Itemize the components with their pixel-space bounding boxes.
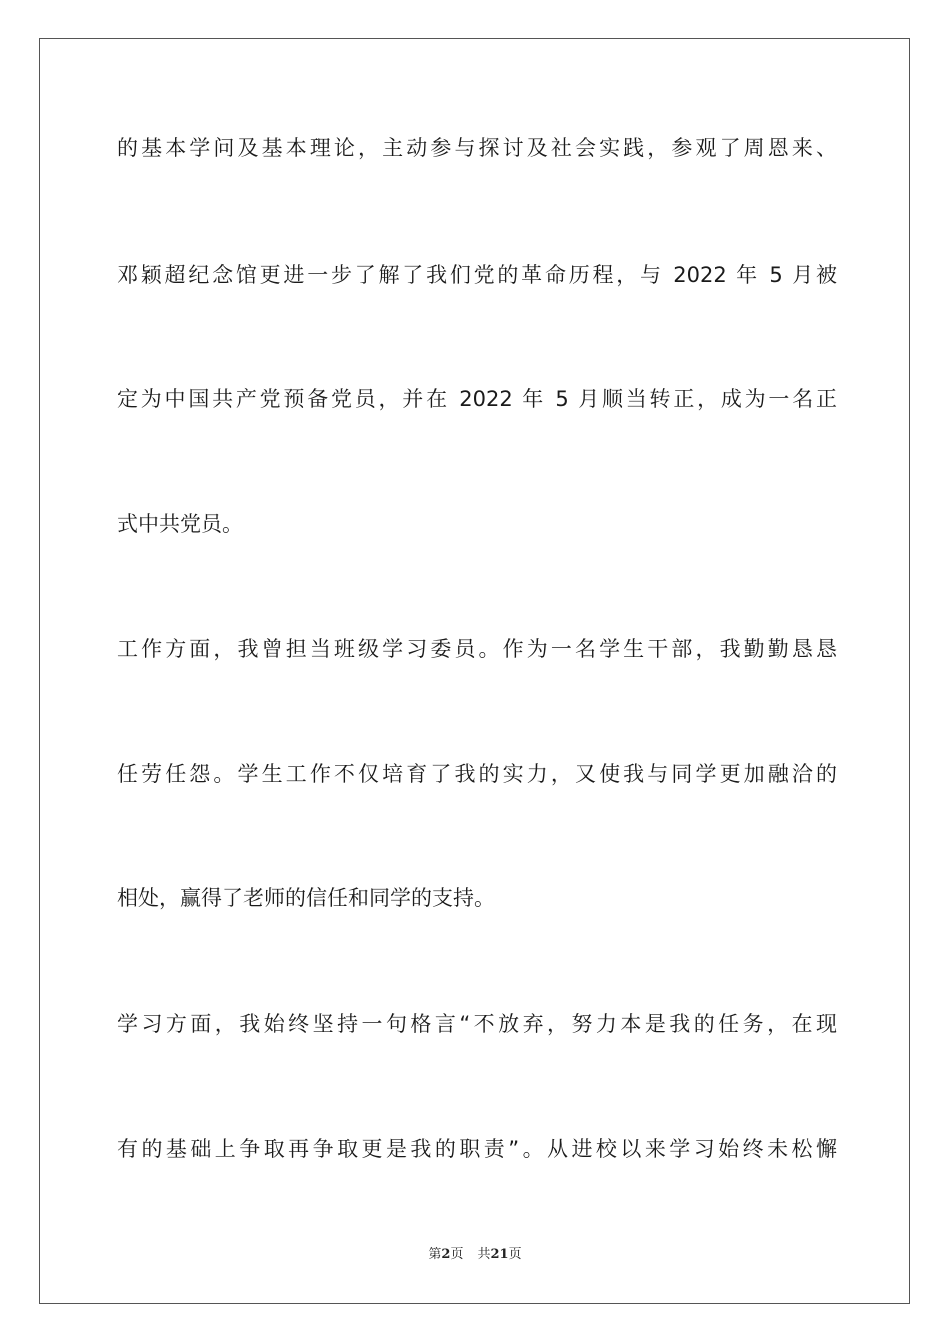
page-footer: [0, 1247, 950, 1263]
body-line-8: 学习方面，我始终坚持一句格言“不放弃，努力本是我的任务，在现: [117, 1012, 837, 1036]
body-line-1: 的基本学问及基本理论，主动参与探讨及社会实践，参观了周恩来、: [117, 136, 837, 160]
body-line-4: 式中共党员。: [117, 512, 243, 536]
footer-page-number: 2: [441, 1247, 451, 1262]
footer-page-prefix: 第: [428, 1247, 442, 1262]
body-line-7: 相处，赢得了老师的信任和同学的支持。: [117, 886, 495, 910]
footer-page-suffix: 页: [450, 1247, 464, 1262]
body-line-2: 邓颖超纪念馆更进一步了解了我们党的革命历程，与 2022 年 5 月被: [117, 263, 837, 287]
footer-total-prefix: 共: [477, 1247, 491, 1262]
body-line-9: 有的基础上争取再争取更是我的职责”。从进校以来学习始终未松懈: [117, 1137, 837, 1161]
footer-total-number: 21: [490, 1247, 509, 1262]
footer-total-suffix: 页: [508, 1247, 522, 1262]
body-line-5: 工作方面，我曾担当班级学习委员。作为一名学生干部，我勤勤恳恳: [117, 637, 837, 661]
body-line-6: 任劳任怨。学生工作不仅培育了我的实力，又使我与同学更加融洽的: [117, 762, 837, 786]
page-frame: [39, 38, 910, 1304]
body-line-3: 定为中国共产党预备党员，并在 2022 年 5 月顺当转正，成为一名正: [117, 387, 837, 411]
